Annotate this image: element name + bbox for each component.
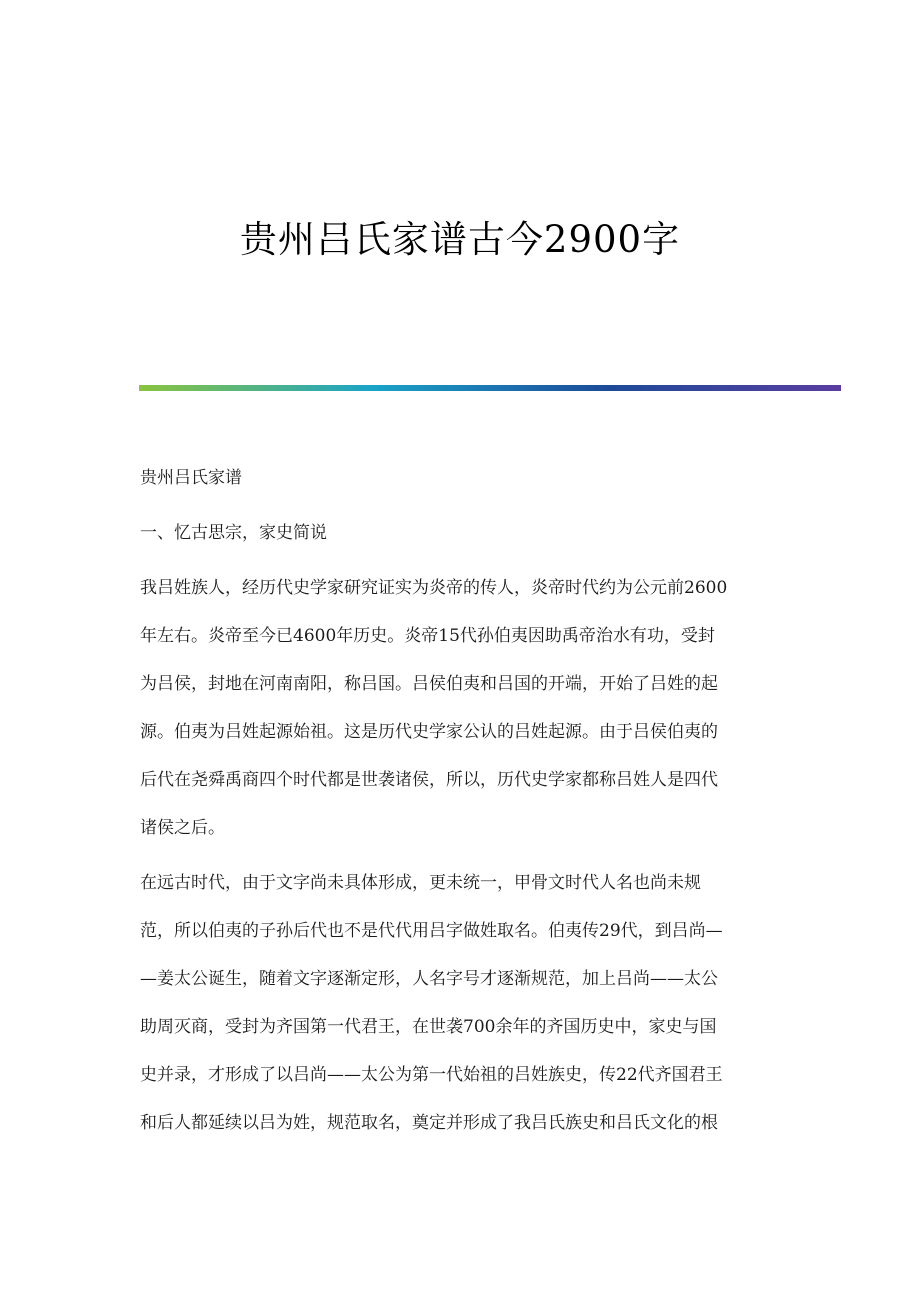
paragraph-line: 为吕侯，封地在河南南阳，称吕国。吕侯伯夷和吕国的开端，开始了吕姓的起 xyxy=(140,674,718,694)
paragraph-line: 源。伯夷为吕姓起源始祖。这是历代史学家公认的吕姓起源。由于吕侯伯夷的 xyxy=(140,722,718,742)
paragraph-line: 后代在尧舜禹商四个时代都是世袭诸侯，所以，历代史学家都称吕姓人是四代 xyxy=(140,770,718,790)
paragraph-line: 诸侯之后。 xyxy=(140,818,225,838)
paragraph-line: 我吕姓族人，经历代史学家研究证实为炎帝的传人，炎帝时代约为公元前2600 xyxy=(140,578,728,598)
paragraph-2 xyxy=(140,871,780,1135)
paragraph-line: 史并录，才形成了以吕尚——太公为第一代始祖的吕姓族史，传22代齐国君王 xyxy=(140,1065,723,1085)
paragraph-1 xyxy=(140,576,780,840)
paragraph-line: —姜太公诞生，随着文字逐渐定形，人名字号才逐渐规范，加上吕尚——太公 xyxy=(140,969,718,989)
paragraph-line: 年左右。炎帝至今已4600年历史。炎帝15代孙伯夷因助禹帝治水有功，受封 xyxy=(140,626,715,646)
body-heading: 贵州吕氏家谱 xyxy=(140,468,242,488)
document-body xyxy=(140,466,780,1166)
paragraph-line: 和后人都延续以吕为姓，规范取名，奠定并形成了我吕氏族史和吕氏文化的根 xyxy=(140,1113,718,1133)
paragraph-line: 在远古时代，由于文字尚未具体形成，更未统一，甲骨文时代人名也尚未规 xyxy=(140,873,701,893)
title-divider xyxy=(139,385,841,391)
paragraph-line: 助周灭商，受封为齐国第一代君王，在世袭700余年的齐国历史中，家史与国 xyxy=(140,1017,717,1037)
paragraph-line: 范，所以伯夷的子孙后代也不是代代用吕字做姓取名。伯夷传29代，到吕尚— xyxy=(140,921,723,941)
section-title: 一、忆古思宗，家史简说 xyxy=(140,523,327,543)
document-title: 贵州吕氏家谱古今2900字 xyxy=(239,218,681,261)
